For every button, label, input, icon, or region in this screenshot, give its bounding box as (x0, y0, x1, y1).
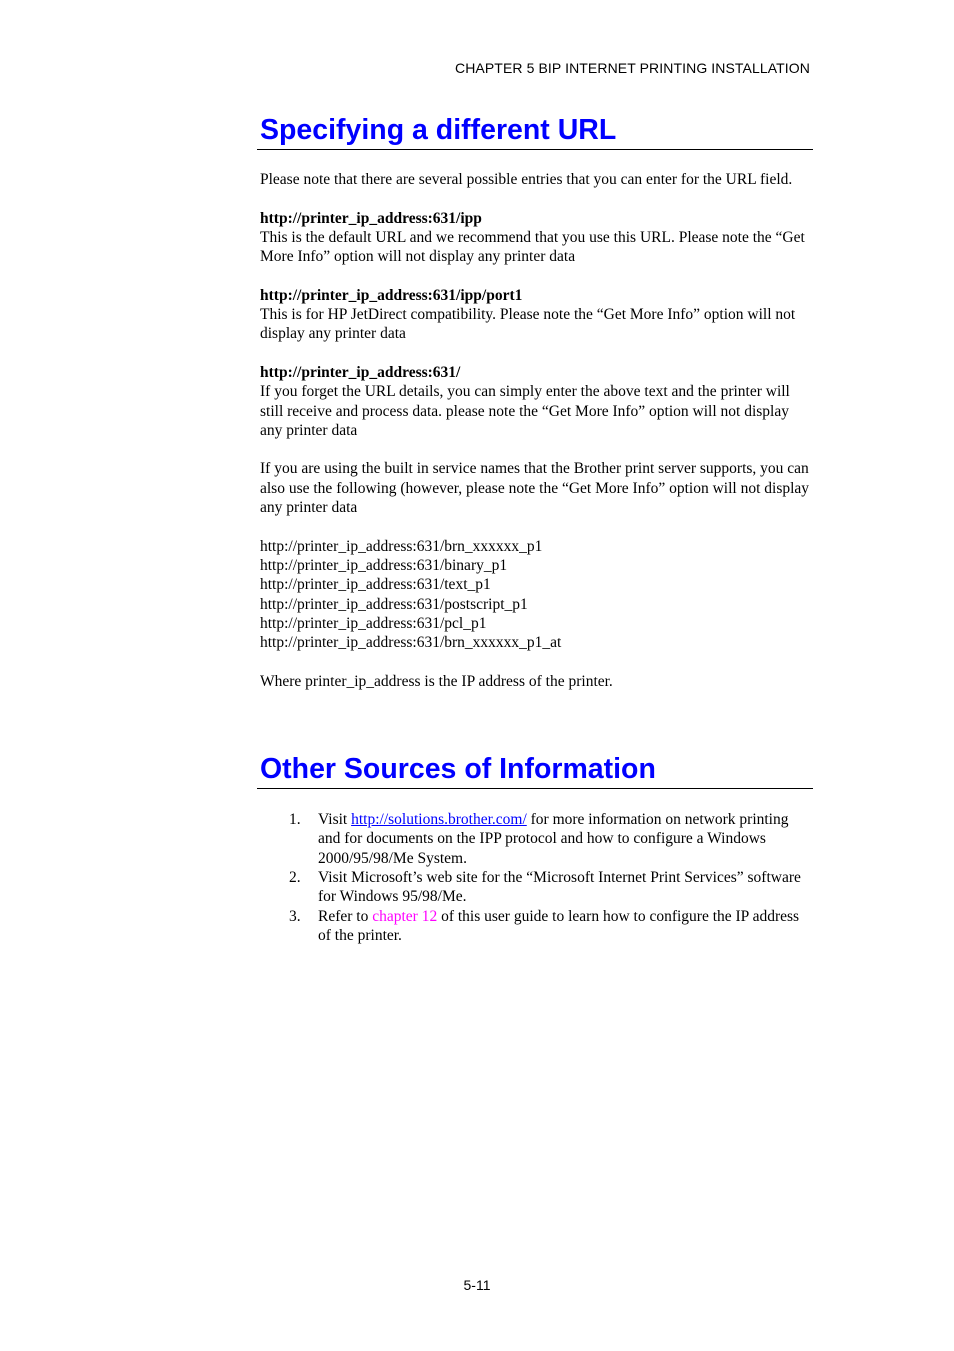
url-entry-port1 (260, 286, 813, 344)
list-item: http://printer_ip_address:631/pcl_p1 (260, 614, 487, 632)
list-item (260, 868, 813, 907)
section-title-other-sources: Other Sources of Information (257, 751, 813, 789)
url-entry-description: This is for HP JetDirect compatibility. Please note the “Get More Info” option will not display any printer data (260, 306, 796, 343)
list-text: of this user guide to learn how to configure the IP address of the printer. (318, 907, 800, 944)
intro-paragraph: Please note that there are several possible entries that you can enter for the URL field. (260, 171, 793, 188)
url-entry-description: If you forget the URL details, you can simply enter the above text and the printer will still receive and process data. please note the “Get More Info” option will not display any printer data (260, 383, 790, 439)
page-number: 5-11 (463, 1277, 491, 1293)
solutions-link[interactable]: http://solutions.brother.com/ (351, 811, 527, 829)
list-text: for more information on network printing and for documents on the IPP protocol and how to configure a Windows 2000/95/98/Me System. (318, 811, 789, 867)
url-entry-base (260, 363, 813, 440)
url-entry-heading: http://printer_ip_address:631/ipp/port1 (260, 286, 523, 304)
list-number: 1. (289, 811, 301, 829)
list-item (260, 810, 813, 868)
service-names-paragraph: If you are using the built in service names that the Brother print server supports, you can also use the following (however, please note the “Get More Info” option will not display any printer data (260, 460, 810, 517)
chapter-cross-reference-link[interactable]: chapter 12 (372, 907, 438, 925)
info-sources-list (260, 810, 813, 945)
closing-paragraph: Where printer_ip_address is the IP address of the printer. (260, 672, 613, 690)
url-entry-heading: http://printer_ip_address:631/ (260, 363, 461, 381)
url-entry-description: This is the default URL and we recommend that you use this URL. Please note the “Get More Info” option will not display any printer data (260, 228, 805, 266)
running-header: CHAPTER 5 BIP INTERNET PRINTING INSTALLATION (455, 60, 810, 76)
url-entry-default (260, 209, 813, 267)
list-text: Visit Microsoft’s web site for the “Microsoft Internet Print Services” software for Windows 95/98/Me. (318, 868, 801, 906)
page-content (260, 112, 813, 945)
list-number: 2. (289, 868, 301, 886)
list-item: http://printer_ip_address:631/postscript_p1 (260, 595, 528, 613)
service-url-list (260, 537, 813, 653)
url-entry-heading: http://printer_ip_address:631/ipp (260, 209, 482, 227)
list-item: http://printer_ip_address:631/brn_xxxxxx_p1 (260, 537, 543, 555)
section-spacer (260, 691, 813, 751)
list-text: Visit (318, 811, 352, 829)
list-number: 3. (289, 907, 301, 925)
list-item: http://printer_ip_address:631/brn_xxxxxx_p1_at (260, 634, 562, 652)
section-title-specifying-url: Specifying a different URL (257, 112, 813, 150)
list-item: http://printer_ip_address:631/text_p1 (260, 576, 491, 594)
list-item (260, 907, 813, 946)
list-item: http://printer_ip_address:631/binary_p1 (260, 556, 508, 574)
list-text: Refer to (318, 907, 373, 925)
